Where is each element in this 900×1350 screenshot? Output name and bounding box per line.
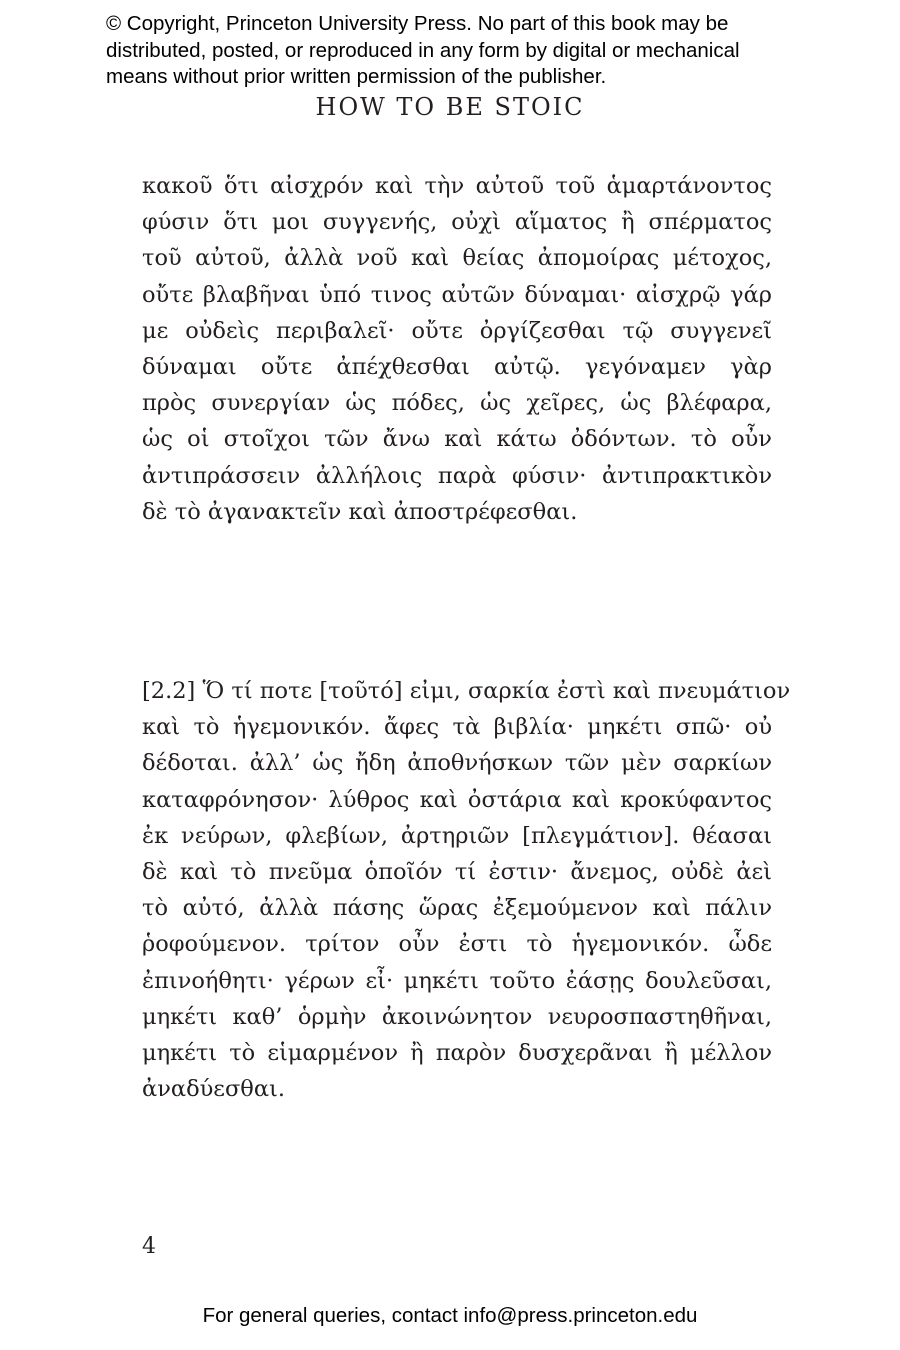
text-line: πρὸς συνεργίαν ὡς πόδες, ὡς χεῖρες, ὡς βλέφαρα,	[142, 390, 772, 417]
text-line: ἐκ νεύρων, φλεβίων, ἀρτηριῶν [πλεγμάτιον]. θέασαι	[142, 822, 772, 849]
text-line: δὲ τὸ ἀγανακτεῖν καὶ ἀποστρέφεσθαι.	[142, 498, 578, 525]
text-line: ἀντιπράσσειν ἀλλήλοις παρὰ φύσιν· ἀντιπρακτικὸν	[142, 462, 772, 489]
copyright-line: distributed, posted, or reproduced in any form by digital or mechanical	[106, 38, 740, 62]
text-line: ὡς οἱ στοῖχοι τῶν ἄνω καὶ κάτω ὀδόντων. τὸ οὖν	[142, 426, 772, 453]
copyright-notice	[106, 11, 826, 91]
text-line: [2.2] Ὅ τί ποτε [τοῦτό] εἰμι, σαρκία ἐστὶ καὶ πνευμάτιον	[142, 678, 791, 704]
text-line: ἀναδύεσθαι.	[142, 1076, 286, 1103]
text-line: δύναμαι οὔτε ἀπέχθεσθαι αὐτῷ. γεγόναμεν γὰρ	[142, 353, 772, 380]
greek-passage-1	[142, 168, 772, 530]
text-line: μηκέτι τὸ εἱμαρμένον ἢ παρὸν δυσχερᾶναι ἢ μέλλον	[142, 1039, 772, 1066]
text-line: κακοῦ ὅτι αἰσχρόν καὶ τὴν αὐτοῦ τοῦ ἁμαρτάνοντος	[142, 173, 772, 199]
text-line: φύσιν ὅτι μοι συγγενής, οὐχὶ αἵματος ἢ σπέρματος	[142, 209, 772, 236]
copyright-line: means without prior written permission of the publisher.	[106, 65, 607, 88]
text-line: οὔτε βλαβῆναι ὑπό τινος αὐτῶν δύναμαι· αἰσχρῷ γάρ	[142, 281, 772, 308]
greek-passage-2	[142, 673, 791, 1107]
text-line: δέδοται. ἀλλ’ ὡς ἤδη ἀποθνήσκων τῶν μὲν σαρκίων	[142, 750, 772, 777]
text-line: καταφρόνησον· λύθρος καὶ ὀστάρια καὶ κροκύφαντος	[142, 786, 772, 813]
running-head: HOW TO BE STOIC	[315, 93, 585, 121]
text-line: δὲ καὶ τὸ πνεῦμα ὁποῖόν τί ἐστιν· ἄνεμος, οὐδὲ ἀεὶ	[142, 858, 772, 885]
text-line: καὶ τὸ ἡγεμονικόν. ἄφες τὰ βιβλία· μηκέτι σπῶ· οὐ	[142, 714, 772, 741]
text-line: τοῦ αὐτοῦ, ἀλλὰ νοῦ καὶ θείας ἀπομοίρας μέτοχος,	[142, 245, 772, 272]
text-line: ἐπινοήθητι· γέρων εἶ· μηκέτι τοῦτο ἐάσῃς δουλεῦσαι,	[142, 967, 772, 994]
text-line: με οὐδεὶς περιβαλεῖ· οὔτε ὀργίζεσθαι τῷ συγγενεῖ	[142, 317, 772, 344]
footer-contact: For general queries, contact info@press.princeton.edu	[202, 1304, 698, 1327]
text-line: μηκέτι καθ’ ὁρμὴν ἀκοινώνητον νευροσπαστηθῆναι,	[142, 1003, 772, 1030]
text-line: ῥοφούμενον. τρίτον οὖν ἐστι τὸ ἡγεμονικόν. ὧδε	[142, 931, 772, 958]
page-number: 4	[142, 1234, 156, 1259]
text-line: τὸ αὐτό, ἀλλὰ πάσης ὥρας ἐξεμούμενον καὶ πάλιν	[142, 895, 772, 922]
copyright-line: © Copyright, Princeton University Press. No part of this book may be	[106, 12, 729, 35]
